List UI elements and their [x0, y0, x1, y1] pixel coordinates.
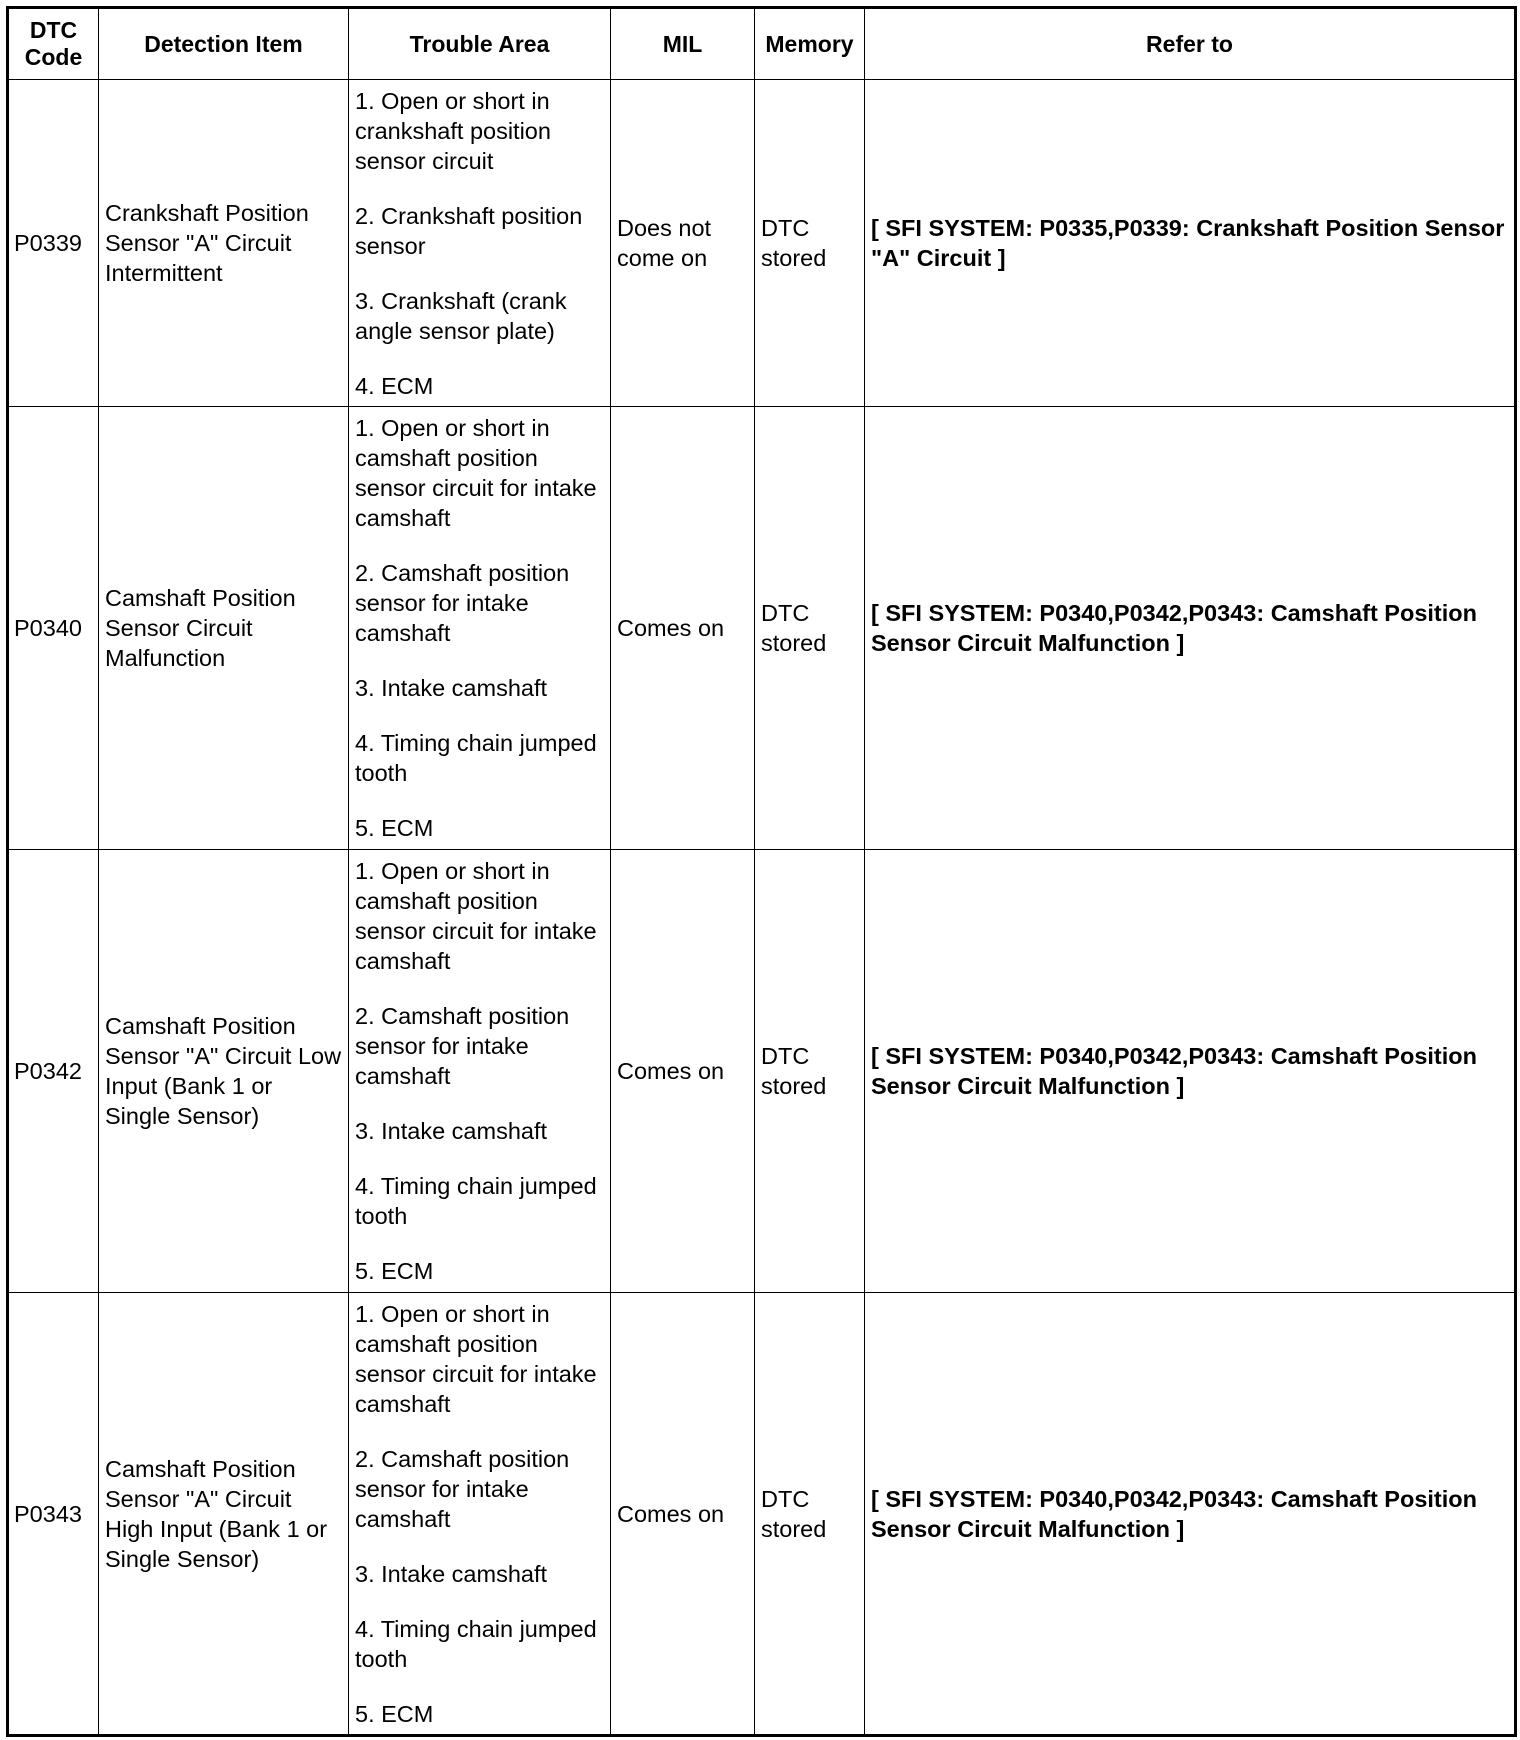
table-row	[8, 850, 1516, 1293]
trouble-area-cell	[349, 80, 611, 407]
trouble-area-cell	[349, 407, 611, 850]
trouble-area-item: 2. Camshaft position sensor for intake camshaft	[355, 560, 570, 646]
trouble-area-item: 3. Intake camshaft	[355, 1118, 548, 1144]
dtc-code-cell: P0343	[8, 1293, 99, 1736]
trouble-area-item: 2. Crankshaft position sensor	[355, 202, 583, 259]
mil-cell: Comes on	[611, 1293, 755, 1736]
detection-item-cell: Camshaft Position Sensor "A" Circuit Low Input (Bank 1 or Single Sensor)	[99, 850, 349, 1293]
header-refer-to: Refer to	[865, 8, 1516, 80]
header-detection-item: Detection Item	[99, 8, 349, 80]
header-memory: Memory	[755, 8, 865, 80]
table-row	[8, 1293, 1516, 1736]
trouble-area-item: 3. Crankshaft (crank angle sensor plate)	[355, 287, 567, 344]
trouble-area-item: 3. Intake camshaft	[355, 1560, 548, 1587]
trouble-area-item: 2. Camshaft position sensor for intake camshaft	[355, 1003, 570, 1089]
trouble-area-item: 1. Open or short in camshaft position sensor circuit for intake camshaft	[355, 1300, 597, 1417]
dtc-table	[6, 6, 1517, 1737]
trouble-area-item: 3. Intake camshaft	[355, 675, 548, 701]
table-row	[8, 407, 1516, 850]
trouble-area-item: 4. Timing chain jumped tooth	[355, 1173, 597, 1229]
refer-to-link[interactable]: [ SFI SYSTEM: P0340,P0342,P0343: Camshaft Position Sensor Circuit Malfunction ]	[865, 850, 1516, 1293]
trouble-area-item: 4. Timing chain jumped tooth	[355, 730, 597, 786]
dtc-code-cell: P0339	[8, 80, 99, 407]
trouble-area-item: 1. Open or short in crankshaft position sensor circuit	[355, 87, 551, 174]
refer-to-link[interactable]: [ SFI SYSTEM: P0335,P0339: Crankshaft Position Sensor "A" Circuit ]	[865, 80, 1516, 407]
table-row	[8, 80, 1516, 407]
table-header-row	[8, 8, 1516, 80]
dtc-code-cell: P0342	[8, 850, 99, 1293]
trouble-area-item: 5. ECM	[355, 1700, 434, 1727]
trouble-area-item: 4. ECM	[355, 372, 434, 399]
dtc-code-cell: P0340	[8, 407, 99, 850]
header-dtc-code: DTC Code	[8, 8, 99, 80]
detection-item-cell: Camshaft Position Sensor Circuit Malfunction	[99, 407, 349, 850]
trouble-area-cell	[349, 850, 611, 1293]
trouble-area-item: 5. ECM	[355, 815, 434, 841]
memory-cell: DTC stored	[755, 407, 865, 850]
detection-item-cell: Camshaft Position Sensor "A" Circuit High Input (Bank 1 or Single Sensor)	[99, 1293, 349, 1736]
refer-to-link[interactable]: [ SFI SYSTEM: P0340,P0342,P0343: Camshaft Position Sensor Circuit Malfunction ]	[865, 407, 1516, 850]
mil-cell: Does not come on	[611, 80, 755, 407]
trouble-area-list	[355, 413, 604, 843]
header-mil: MIL	[611, 8, 755, 80]
mil-cell: Comes on	[611, 407, 755, 850]
trouble-area-item: 5. ECM	[355, 1258, 434, 1284]
mil-cell: Comes on	[611, 850, 755, 1293]
memory-cell: DTC stored	[755, 1293, 865, 1736]
trouble-area-item: 1. Open or short in camshaft position sensor circuit for intake camshaft	[355, 415, 597, 531]
trouble-area-list	[355, 856, 604, 1286]
trouble-area-item: 1. Open or short in camshaft position sensor circuit for intake camshaft	[355, 858, 597, 974]
trouble-area-item: 2. Camshaft position sensor for intake camshaft	[355, 1445, 570, 1532]
trouble-area-list	[355, 1299, 604, 1729]
trouble-area-cell	[349, 1293, 611, 1736]
trouble-area-list	[355, 86, 604, 401]
memory-cell: DTC stored	[755, 850, 865, 1293]
memory-cell: DTC stored	[755, 80, 865, 407]
header-trouble-area: Trouble Area	[349, 8, 611, 80]
refer-to-link[interactable]: [ SFI SYSTEM: P0340,P0342,P0343: Camshaft Position Sensor Circuit Malfunction ]	[865, 1293, 1516, 1736]
trouble-area-item: 4. Timing chain jumped tooth	[355, 1615, 597, 1672]
detection-item-cell: Crankshaft Position Sensor "A" Circuit Intermittent	[99, 80, 349, 407]
